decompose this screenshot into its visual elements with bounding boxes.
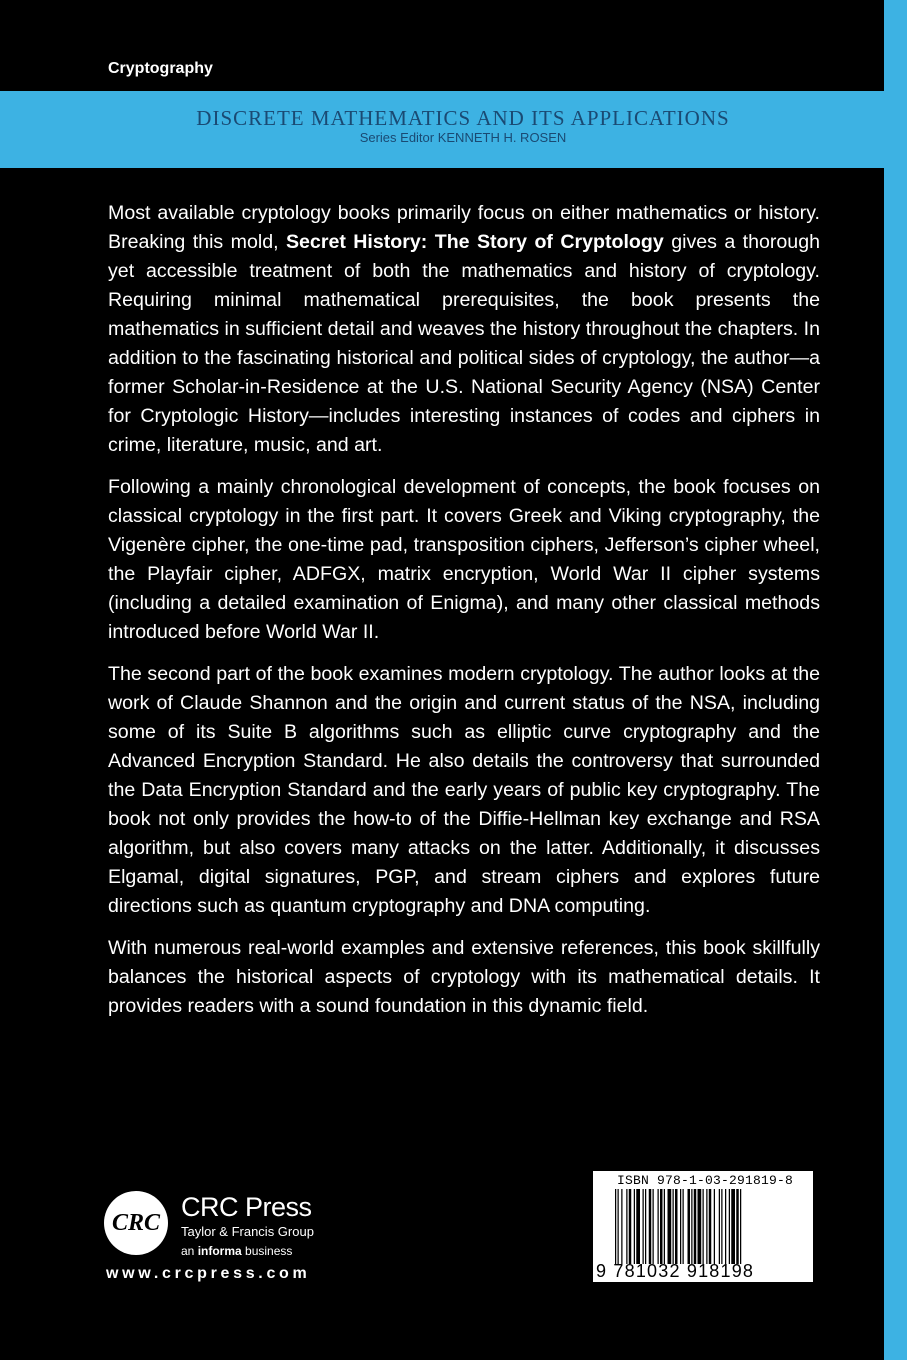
blurb-paragraph-1: [108, 199, 820, 460]
series-editor: Series Editor KENNETH H. ROSEN: [359, 130, 567, 145]
barcode-digits: 9 781032 918198: [596, 1261, 755, 1281]
category-label: Cryptography: [108, 60, 213, 77]
blurb-p1-rest: gives a thorough yet accessible treatment of both the mathematics and history of cryptology. Requiring minimal mathematical prerequisites, the book presents the mathematics in sufficient detail and weaves the history throughout the chapters. In addition to the fascinating historical and political sides of cryptology, the author—a former Scholar-in-Residence at the U.S. National Security Agency (NSA) Center for Cryptologic History—includes interesting instances of codes and ciphers in crime, literature, music, and art.: [108, 231, 820, 456]
publisher-website: www.crcpress.com: [106, 1265, 311, 1282]
isbn-label: ISBN 978-1-03-291819-8: [617, 1173, 794, 1188]
publisher-business-line: [181, 1244, 292, 1258]
blurb-paragraph-3: The second part of the book examines modern cryptology. The author looks at the work of Claude Shannon and the origin and current status of the NSA, including some of its Suite B algorithms such as elliptic curve cryptography and the Advanced Encryption Standard. He also details the controversy that surrounded the Data Encryption Standard and the early years of public key cryptography. The book not only provides the how-to of the Diffie-Hellman key exchange and RSA algorithm, but also covers many attacks on the latter. Additionally, it discusses Elgamal, digital signatures, PGP, and stream ciphers and explores future directions such as quantum cryptography and DNA computing.: [108, 663, 820, 917]
blurb-paragraph-4: With numerous real-world examples and extensive references, this book skillfully balances the historical aspects of cryptology with its mathematical details. It provides readers with a sound foundation in this dynamic field.: [108, 937, 820, 1017]
barcode-bars: [615, 1189, 785, 1264]
publisher-name: CRC Press: [181, 1192, 312, 1222]
blurb-paragraph-2: Following a mainly chronological development of concepts, the book focuses on classical cryptology in the first part. It covers Greek and Viking cryptography, the Vigenère cipher, the one-time pad, transposition ciphers, Jefferson’s cipher wheel, the Playfair cipher, ADFGX, matrix encryption, World War II cipher systems (including a detailed examination of Enigma), and many other classical methods introduced before World War II.: [108, 476, 820, 643]
book-title-reference: Secret History: The Story of Cryptology: [285, 231, 664, 253]
publisher-group: Taylor & Francis Group: [181, 1224, 314, 1239]
crc-logo: CRC: [104, 1191, 168, 1255]
business-suffix: business: [241, 1244, 293, 1258]
business-prefix: an: [181, 1244, 198, 1258]
isbn-barcode: [593, 1171, 813, 1282]
back-cover-blurb: [108, 199, 820, 1034]
right-edge-strip: [884, 0, 907, 1360]
business-bold: informa: [197, 1244, 242, 1258]
blurb-p1-intro: Most available cryptology books primarily focus on either mathematics or history. Breaking this mold,: [108, 202, 820, 253]
series-title: DISCRETE MATHEMATICS AND ITS APPLICATIONS: [196, 106, 730, 130]
